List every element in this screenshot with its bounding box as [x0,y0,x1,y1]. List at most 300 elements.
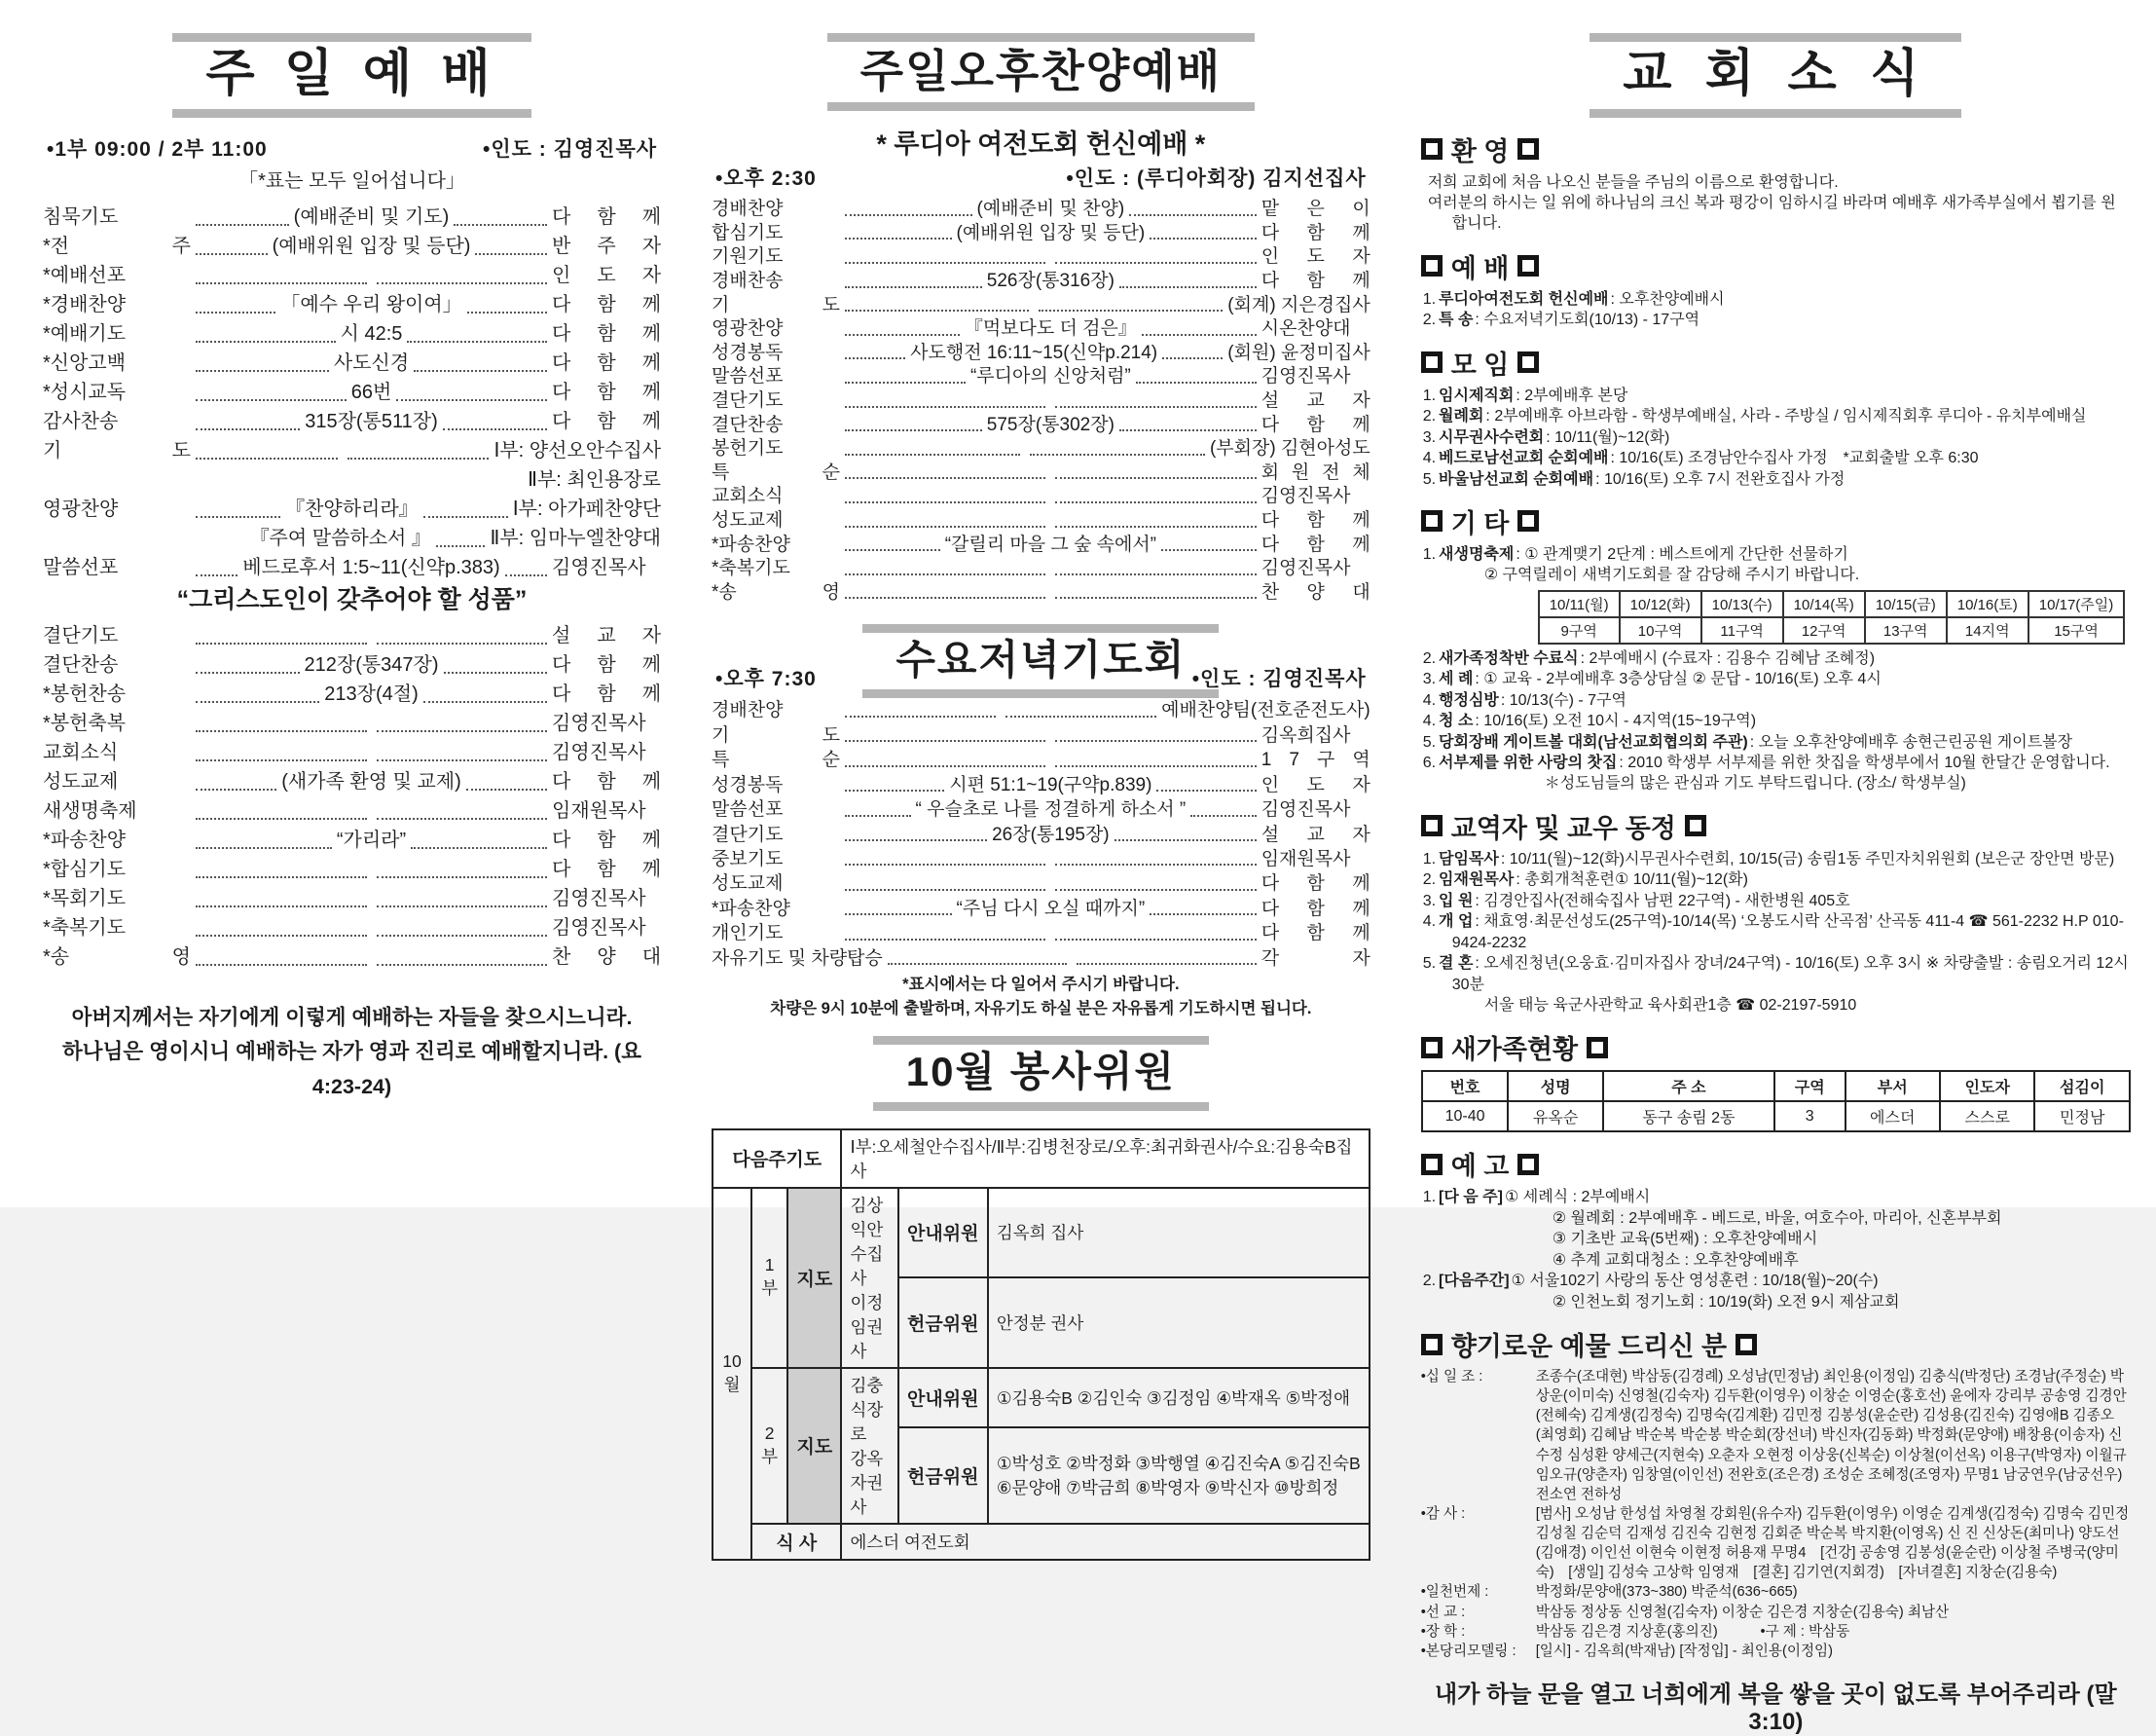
section-marker-icon [1517,255,1539,277]
dotted-leader [196,574,238,576]
news-item: 1. [다 음 주] ① 세례식 : 2부예배시 [1422,1189,1651,1206]
dotted-leader [443,428,547,430]
relay-day-cell: 10/17(주일) [2028,591,2125,617]
order-item-content: (새가족 환영 및 교제) [281,770,461,793]
news-item: 2. 새가족정착반 수료식 : 2부예배시 (수료자 : 김용수 김혜남 조혜정) [1422,649,1876,667]
dotted-leader [845,454,1020,456]
order-row [43,826,661,855]
dotted-leader [1129,214,1257,216]
order-item-content: (예배위원 입장 및 등단) [956,222,1146,243]
sunday-order-list [43,203,661,972]
dotted-leader [196,847,332,849]
order-item-person: 1 7 구 역 [1261,750,1370,771]
order-item-person: 다 함 께 [1261,414,1370,435]
order-item-label: 말씀선포 [712,799,784,821]
relay-district-cell: 14지역 [1947,617,2028,644]
order-row [43,796,661,826]
part1-leads [841,1188,897,1368]
order-item-label: *송 영 [712,581,841,603]
order-item-content: 526장(통316장) [986,271,1115,292]
committee-title: 10월 봉사위원 [873,1036,1209,1110]
section-marker-icon [1685,815,1706,836]
relay-day-cell: 10/11(월) [1539,591,1620,617]
dotted-leader [196,701,319,703]
order-item-content: 『먹보다도 더 검은』 [964,318,1137,340]
usher-label: 안내위원 [898,1188,988,1278]
etc-heading [1421,502,2131,540]
news-item: ③ 기초반 교육(5번째) : 오후찬양예배시 [1552,1231,1818,1248]
news-item: 5. 바울남선교회 순회예배 : 10/16(토) 오후 7시 전완호집사 가정 [1422,470,1845,488]
order-row [43,855,661,884]
order-item-content: “갈릴리 마을 그 숲 속에서” [944,534,1157,555]
order-item-person: 예배찬양팀(전호준전도사) [1161,700,1370,721]
order-item-person: (회계) 지은경집사 [1227,294,1370,315]
part2-leads [841,1368,897,1524]
order-item-content: “루디아의 신앙처럼” [969,366,1131,388]
order-item-person: 인 도 자 [1261,774,1370,795]
order-row [712,723,1370,748]
newcomer-data-cell: 에스더 [1845,1101,1940,1131]
order-item-label: 영광찬양 [43,498,119,520]
dotted-leader [1005,716,1156,718]
part1-offering: 안정분 권사 [988,1277,1370,1368]
dotted-leader [196,759,367,761]
next-week-prayer-value: Ⅰ부:오세철안수집사/Ⅱ부:김병천장로/오후:최귀화권사/수요:김용숙B집사 [841,1129,1369,1188]
dotted-leader [845,790,944,792]
order-row [712,222,1370,246]
newcomer-header-cell: 번호 [1422,1071,1509,1101]
order-row [43,884,661,913]
order-item-content: (예배준비 및 찬양) [976,199,1125,220]
dotted-leader [1055,864,1256,866]
afternoon-service-section [712,33,1370,605]
worship-heading [1421,247,2131,285]
order-item-person: Ⅱ부: 임마누엘찬양대 [490,527,662,549]
dotted-leader [1119,286,1257,288]
order-item-content: “주님 다시 오실 때까지” [956,898,1146,919]
order-item-label: 기 도 [712,294,841,315]
offering-heading [1421,1325,2131,1363]
order-item-label: *목회기도 [43,887,127,909]
order-item-label: *봉헌찬송 [43,683,127,705]
order-row [712,773,1370,797]
part2-lead-label: 지도 [787,1368,841,1524]
dotted-leader [1055,406,1256,408]
order-row [712,897,1370,921]
etc-items-b [1423,648,2131,794]
relay-table-value-row [1539,617,2125,644]
dotted-leader [1055,939,1256,941]
order-item-person: 다 함 께 [552,205,662,228]
dotted-leader [377,282,548,284]
news-item: 3. 세 례 : ① 교육 - 2부예배후 3층상담실 ② 문답 - 10/16(토) 오후 4시 [1422,671,1882,688]
order-item-label: *파송찬양 [43,829,127,851]
part1-usher: 김옥희 집사 [988,1188,1370,1278]
dotted-leader [1150,238,1257,240]
meeting-heading-text: 모 임 [1450,350,1510,380]
order-row [43,621,661,650]
section-marker-icon [1736,1334,1757,1355]
order-row [43,709,661,738]
news-item: 4. 베드로남선교회 순회예배 : 10/16(토) 조경남안수집사 가정 *교회출발 오후 6:30 [1422,450,1979,467]
dotted-leader [1190,815,1257,817]
order-item-person: 맡 은 이 [1261,199,1370,220]
dotted-leader [1077,963,1256,965]
welcome-heading [1421,130,2131,168]
order-item-label: 교회소식 [712,486,784,507]
newcomer-header-cell: 주 소 [1603,1071,1774,1101]
newcomer-data-cell: 스스로 [1940,1101,2034,1131]
offering-names: 박삼동 김은경 지상훈(홍의진) •구 제 : 박삼동 [1535,1623,1850,1640]
relay-day-cell: 10/12(화) [1620,591,1701,617]
movement-heading [1421,807,2131,845]
dotted-leader [1055,765,1256,767]
wednesday-leader: •인도 : 김영진목사 [1191,668,1367,691]
order-item-label: *전 주 [43,235,191,257]
dotted-leader [845,740,1045,742]
order-item-content: “가리라” [336,829,407,851]
movement-items [1423,849,2131,1016]
order-item-label: 결단기도 [712,824,784,845]
order-item-label: *봉헌축복 [43,712,127,734]
offering-names: 박정화/문양애(373~380) 박준석(636~665) [1535,1584,1798,1601]
order-row [43,349,661,378]
dotted-leader [845,429,982,431]
order-row [712,198,1370,222]
order-row [43,553,661,582]
newcomer-data-cell: 동구 송림 2동 [1603,1101,1774,1131]
news-item: ② 구역릴레이 새벽기도회를 잘 감당해 주시기 바랍니다. [1483,567,1860,584]
order-item-label: 성경봉독 [712,342,784,363]
relay-district-cell: 15구역 [2028,617,2125,644]
order-item-person: 다 함 께 [552,858,662,880]
dotted-leader [1150,913,1257,915]
order-row [43,942,661,972]
order-row [43,407,661,436]
order-row [43,738,661,767]
etc-items-a [1423,544,2131,586]
order-row [712,389,1370,414]
offering-label: 헌금위원 [898,1277,988,1368]
order-item-label: 영광찬양 [712,318,784,340]
order-item-person: 다 함 께 [1261,271,1370,292]
section-marker-icon [1421,255,1443,277]
part2-offering-line1: ①박성호 ②박정화 ③박행열 ④김진숙A ⑤김진숙B [996,1454,1361,1474]
dotted-leader [845,549,940,551]
part2-lead2: 강옥자권사 [850,1448,884,1517]
order-item-person: 다 함 께 [552,351,662,374]
dotted-leader [196,428,300,430]
offering-row [1421,1582,2131,1602]
news-item: 2. [다음주간] ① 서울102기 사랑의 동산 영성훈련 : 10/18(월)~20(수) [1422,1273,1879,1290]
order-item-person: 다 함 께 [552,381,662,403]
dotted-leader [845,310,1029,312]
usher-label: 안내위원 [898,1368,988,1427]
order-row [712,342,1370,366]
order-item-content: (예배준비 및 기도) [293,205,450,228]
dotted-leader [377,876,548,878]
wednesday-prayer-section [712,624,1370,1020]
order-item-label: *축복기도 [43,916,127,939]
dotted-leader [845,286,982,288]
offering-category-label: •선 교 : [1420,1604,1466,1620]
order-row [712,414,1370,438]
wednesday-time: •오후 7:30 [715,668,817,691]
offering-label: 헌금위원 [898,1427,988,1524]
committee-section [712,1036,1370,1560]
vehicle-note: 차량은 9시 10분에 출발하며, 자유기도 하실 분은 자유롭게 기도하시면 됩니다. [770,999,1312,1017]
news-item: ＊성도님들의 많은 관심과 기도 부탁드립니다. (장소/ 학생부실) [1544,775,1966,793]
order-item-content: 「예수 우리 왕이여」 [280,293,462,315]
order-item-label: 경배찬양 [712,700,784,721]
sunday-leader: •인도 : 김영진목사 [483,137,658,161]
section-marker-icon [1421,510,1443,532]
meeting-items [1423,386,2131,490]
offering-category-label: •장 학 : [1420,1623,1466,1640]
order-row [43,378,661,407]
relay-district-cell: 12구역 [1783,617,1865,644]
dotted-leader [196,789,276,791]
dotted-leader [411,847,547,849]
order-item-label: 특 순 [712,750,841,771]
order-item-label: *파송찬양 [712,534,790,555]
afternoon-order-list [712,198,1370,605]
offering-names: 조종수(조대현) 박삼동(김경례) 오성남(민정남) 최인용(이정임) 김충식(박정단) 조경남(주정순) 박상운(이미숙) 신영철(김숙자) 김두환(이영우) 이창순 이영순(홍호선) 윤에자 강리부 공송영 김경안(전혜숙) 김계생(김정숙) 김명숙(김계환) 김민정 김봉성(윤순란) 김성용(김진숙) 김영애B 김종오(최영회) 김혜남 박순복 박순봉 박순회(장선녀) 박신자(김동화) 박정화(문양애) 배창용(이송자) 신수정 심성환 양세근(지현숙) 오춘자 오현정 이상웅(신복순) 이상철(이선옥) 이용구(박영자) 이월규 임오규(양춘자) 임창열(이인선) 전완호(조은경) 조성순 조혜정(조영자) 무명1 남궁연우(남궁선우) 전소연 전하성 [1535,1369,2127,1502]
section-marker-icon [1517,1154,1539,1175]
order-item-content: 『주여 말씀하소서 』 [249,527,431,549]
dotted-leader [845,406,1045,408]
order-item-label: *합심기도 [43,858,127,880]
news-item: 5. 당회장배 게이트볼 대회(남선교회협의회 주관) : 오늘 오후찬양예배후 송현근린공원 게이트볼장 [1422,733,2073,751]
wednesday-prayer-title: 수요저녁기도회 [862,624,1219,698]
order-item-person: 다 함 께 [1261,222,1370,243]
meal-label: 식 사 [751,1524,841,1560]
dotted-leader [407,341,547,343]
order-item-label: *파송찬양 [712,898,790,919]
offering-names: [범사] 오성남 한성섭 차영철 강회원(유수자) 김두환(이영우) 이영순 김계생(김정숙) 김명숙 김민정 김성칠 김순덕 김재성 김진숙 김현정 김회준 박순복 박지환(이영옥) 신 진 신상돈(최미나) 양도선(김애경) 이인선 이현숙 이현정 허용재 무명4 [건강] 공송영 김봉성(윤순란) 이상철 주병국(양미숙) [생일] 김성숙 고상학 임영재 [결혼] 김기연(지회경) [자녀결혼] 지창순(김용숙) [1535,1505,2130,1581]
order-item-person: 다 함 께 [552,653,662,676]
news-item: 저희 교회에 처음 나오신 분들을 주님의 이름으로 환영합니다. [1427,173,1839,191]
order-item-label: 침묵기도 [43,205,119,228]
dotted-leader [1055,573,1256,575]
news-item: 4. 청 소 : 10/16(토) 오전 10시 - 4지역(15~19구역) [1422,713,1757,730]
dotted-leader [1030,454,1205,456]
sunday-service-times: •1부 09:00 / 2부 11:00 [47,137,268,161]
order-item-person: (회원) 윤정미집사 [1227,342,1370,363]
stand-reminder-note: *표시에서는 다 일어서 주시기 바랍니다. [902,975,1180,993]
newcomer-data-cell: 10-40 [1422,1101,1509,1131]
offering-category-label: •감 사 : [1420,1505,1466,1522]
afternoon-time: •오후 2:30 [715,167,817,191]
welcome-heading-text: 환 영 [1450,136,1510,166]
order-item-label: 새생명축제 [43,799,137,822]
order-item-label: 봉헌기도 [712,438,784,460]
order-item-label: *예배선포 [43,264,127,286]
dotted-leader [1136,382,1257,384]
dotted-leader [196,458,338,460]
order-item-person: 인 도 자 [552,264,662,286]
order-row [43,319,661,349]
sunday-footer-quote [43,1001,661,1104]
dotted-leader [845,357,905,359]
part2-lead1: 김충식장로 [850,1375,884,1444]
order-row [43,524,661,553]
part2-offering-line2: ⑥문양애 ⑦박금희 ⑧박영자 ⑨박신자 ⑩방희정 [996,1478,1339,1498]
order-item-label: 자유기도 및 차량탑승 [712,947,883,969]
order-item-content: 212장(통347장) [304,653,439,676]
news-item: 3. 입 원 : 김경안집사(전해숙집사 남편 22구역) - 새한병원 405호 [1422,892,1850,909]
afternoon-service-title: 주일오후찬양예배 [827,33,1256,111]
order-item-person: 다 함 께 [1261,873,1370,895]
meal-value: 에스더 여전도회 [841,1524,1369,1560]
offering-row [1421,1504,2131,1583]
dotted-leader [888,963,1067,965]
order-row [712,581,1370,606]
welcome-items [1423,172,2131,235]
dotted-leader [377,730,548,732]
dotted-leader [444,672,548,674]
dotted-leader [196,964,367,966]
news-item: ② 인천노회 정기노회 : 10/19(화) 오전 9시 제삼교회 [1552,1293,1900,1311]
order-item-person: 김옥희집사 [1261,724,1351,746]
order-item-label: 결단찬송 [43,653,119,676]
newcomer-data-cell: 3 [1774,1101,1845,1131]
order-item-label: *예배기도 [43,322,127,345]
dotted-leader [1142,334,1257,336]
order-item-person: 시온찬양대 [1261,318,1351,340]
section-marker-icon [1517,138,1539,160]
order-item-label: 성경봉독 [712,774,784,795]
order-item-person: 김영진목사 [1261,366,1351,388]
order-row [43,650,661,680]
dotted-leader [845,477,1045,479]
offering-heading-text: 향기로운 예물 드리신 분 [1450,1332,1728,1362]
dotted-leader [414,370,547,372]
order-item-label: 기 도 [43,439,191,462]
order-row [712,557,1370,581]
dotted-leader [845,597,1045,599]
order-item-label: 성도교제 [43,770,119,793]
order-item-label: *신앙고백 [43,351,127,374]
newcomer-header-cell: 인도자 [1940,1071,2034,1101]
news-item: 1. 담임목사 : 10/11(월)~12(화)시무권사수련회, 10/15(금) 송림1동 주민자치위원회 (보은군 장안면 방문) [1422,850,2115,868]
order-item-person: 다 함 께 [1261,534,1370,555]
order-row [712,698,1370,722]
news-item: 서울 태능 육군사관학교 육사회관1층 ☎ 02-2197-5910 [1483,996,1857,1014]
dotted-leader [377,643,548,645]
order-item-label: 기 도 [712,724,841,746]
order-item-person: 다 함 께 [552,829,662,851]
dotted-leader [845,334,960,336]
section-marker-icon [1421,1154,1443,1175]
order-row [712,534,1370,558]
dotted-leader [436,545,486,547]
order-item-content: 베드로후서 1:5~11(신약p.383) [242,556,500,578]
order-row [712,270,1370,294]
newcomer-header-cell: 섬김이 [2034,1071,2130,1101]
news-item: 여러분의 하시는 일 위에 하나님의 크신 복과 평강이 임하시길 바라며 예배후 새가족부실에서 뵙기를 원합니다. [1427,195,2116,233]
dotted-leader [196,672,300,674]
order-item-label: 교회소식 [43,741,119,763]
order-row [712,317,1370,342]
movement-heading-text: 교역자 및 교우 동정 [1450,813,1676,843]
order-item-person: Ⅰ부: 양선오안수집사 [493,439,662,462]
relay-prayer-table [1538,590,2126,645]
news-item: ④ 추계 교회대청소 : 오후찬양예배후 [1552,1251,1799,1269]
order-item-label: 특 순 [712,462,841,483]
offering-row [1421,1622,2131,1642]
order-item-person: 설 교 자 [1261,824,1370,845]
dotted-leader [196,643,367,645]
dotted-leader [1039,310,1223,312]
part2-cell: 2부 [751,1368,787,1524]
afternoon-service-subtitle: * 루디아 여전도회 헌신예배 * [876,129,1206,160]
newcomer-header-row [1422,1071,2130,1101]
notice-heading [1421,1145,2131,1183]
month-cell: 10월 [713,1188,751,1560]
order-item-person: 김영진목사 [552,712,646,734]
dotted-leader [1156,790,1256,792]
order-item-person: 다 함 께 [552,683,662,705]
relay-day-cell: 10/14(목) [1783,591,1865,617]
dotted-leader [845,913,952,915]
dotted-leader [196,282,367,284]
order-row [43,680,661,709]
part1-lead-label: 지도 [787,1188,841,1368]
dotted-leader [1055,262,1256,264]
dotted-leader [845,262,1045,264]
relay-day-cell: 10/16(토) [1947,591,2028,617]
meeting-heading [1421,344,2131,382]
order-row [712,871,1370,896]
order-item-person: 설 교 자 [552,624,662,646]
dotted-leader [845,526,1045,528]
relay-district-cell: 9구역 [1539,617,1620,644]
dotted-leader [196,876,367,878]
news-item: 1. 새생명축제 : ① 관계맺기 2단계 : 베스트에게 간단한 선물하기 [1422,545,1848,563]
order-item-content: (예배위원 입장 및 등단) [272,235,471,257]
dotted-leader [377,905,548,907]
dotted-leader [1055,501,1256,503]
dotted-leader [196,905,367,907]
dotted-leader [196,399,347,401]
offering-category-label: •십 일 조 : [1420,1369,1483,1385]
relay-district-cell: 10구역 [1620,617,1701,644]
relay-table-header-row [1539,591,2125,617]
dotted-leader [845,815,911,817]
newcomer-header-cell: 구역 [1774,1071,1845,1101]
news-item: 2. 임재원목사 : 총회개척훈련① 10/11(월)~12(화) [1422,871,1748,889]
footer-quote-line2: 하나님은 영이시니 예배하는 자가 영과 진리로 예배할지니라. (요 4:23-24) [62,1040,641,1098]
order-row [43,465,661,495]
dotted-leader [845,573,1045,575]
order-row [712,921,1370,945]
dotted-leader [845,716,996,718]
newcomer-table [1421,1070,2131,1132]
dotted-leader [196,516,280,518]
dotted-leader [505,574,547,576]
section-marker-icon [1421,1334,1443,1355]
order-item-label: 결단기도 [43,624,119,646]
news-footer-quote: 내가 하늘 문을 열고 너희에게 복을 쌓을 곳이 없도록 부어주리라 (말 3:10) [1435,1681,2117,1735]
offering-category-label: •일천번제 : [1420,1584,1489,1601]
order-item-content: 575장(통302장) [986,414,1115,435]
next-week-prayer-label: 다음주기도 [713,1129,841,1188]
order-item-content: 시편 51:1~19(구약p.839) [949,774,1152,795]
dotted-leader [466,789,547,791]
dotted-leader [845,501,1045,503]
order-item-person: 회 원 전 체 [1261,462,1370,483]
